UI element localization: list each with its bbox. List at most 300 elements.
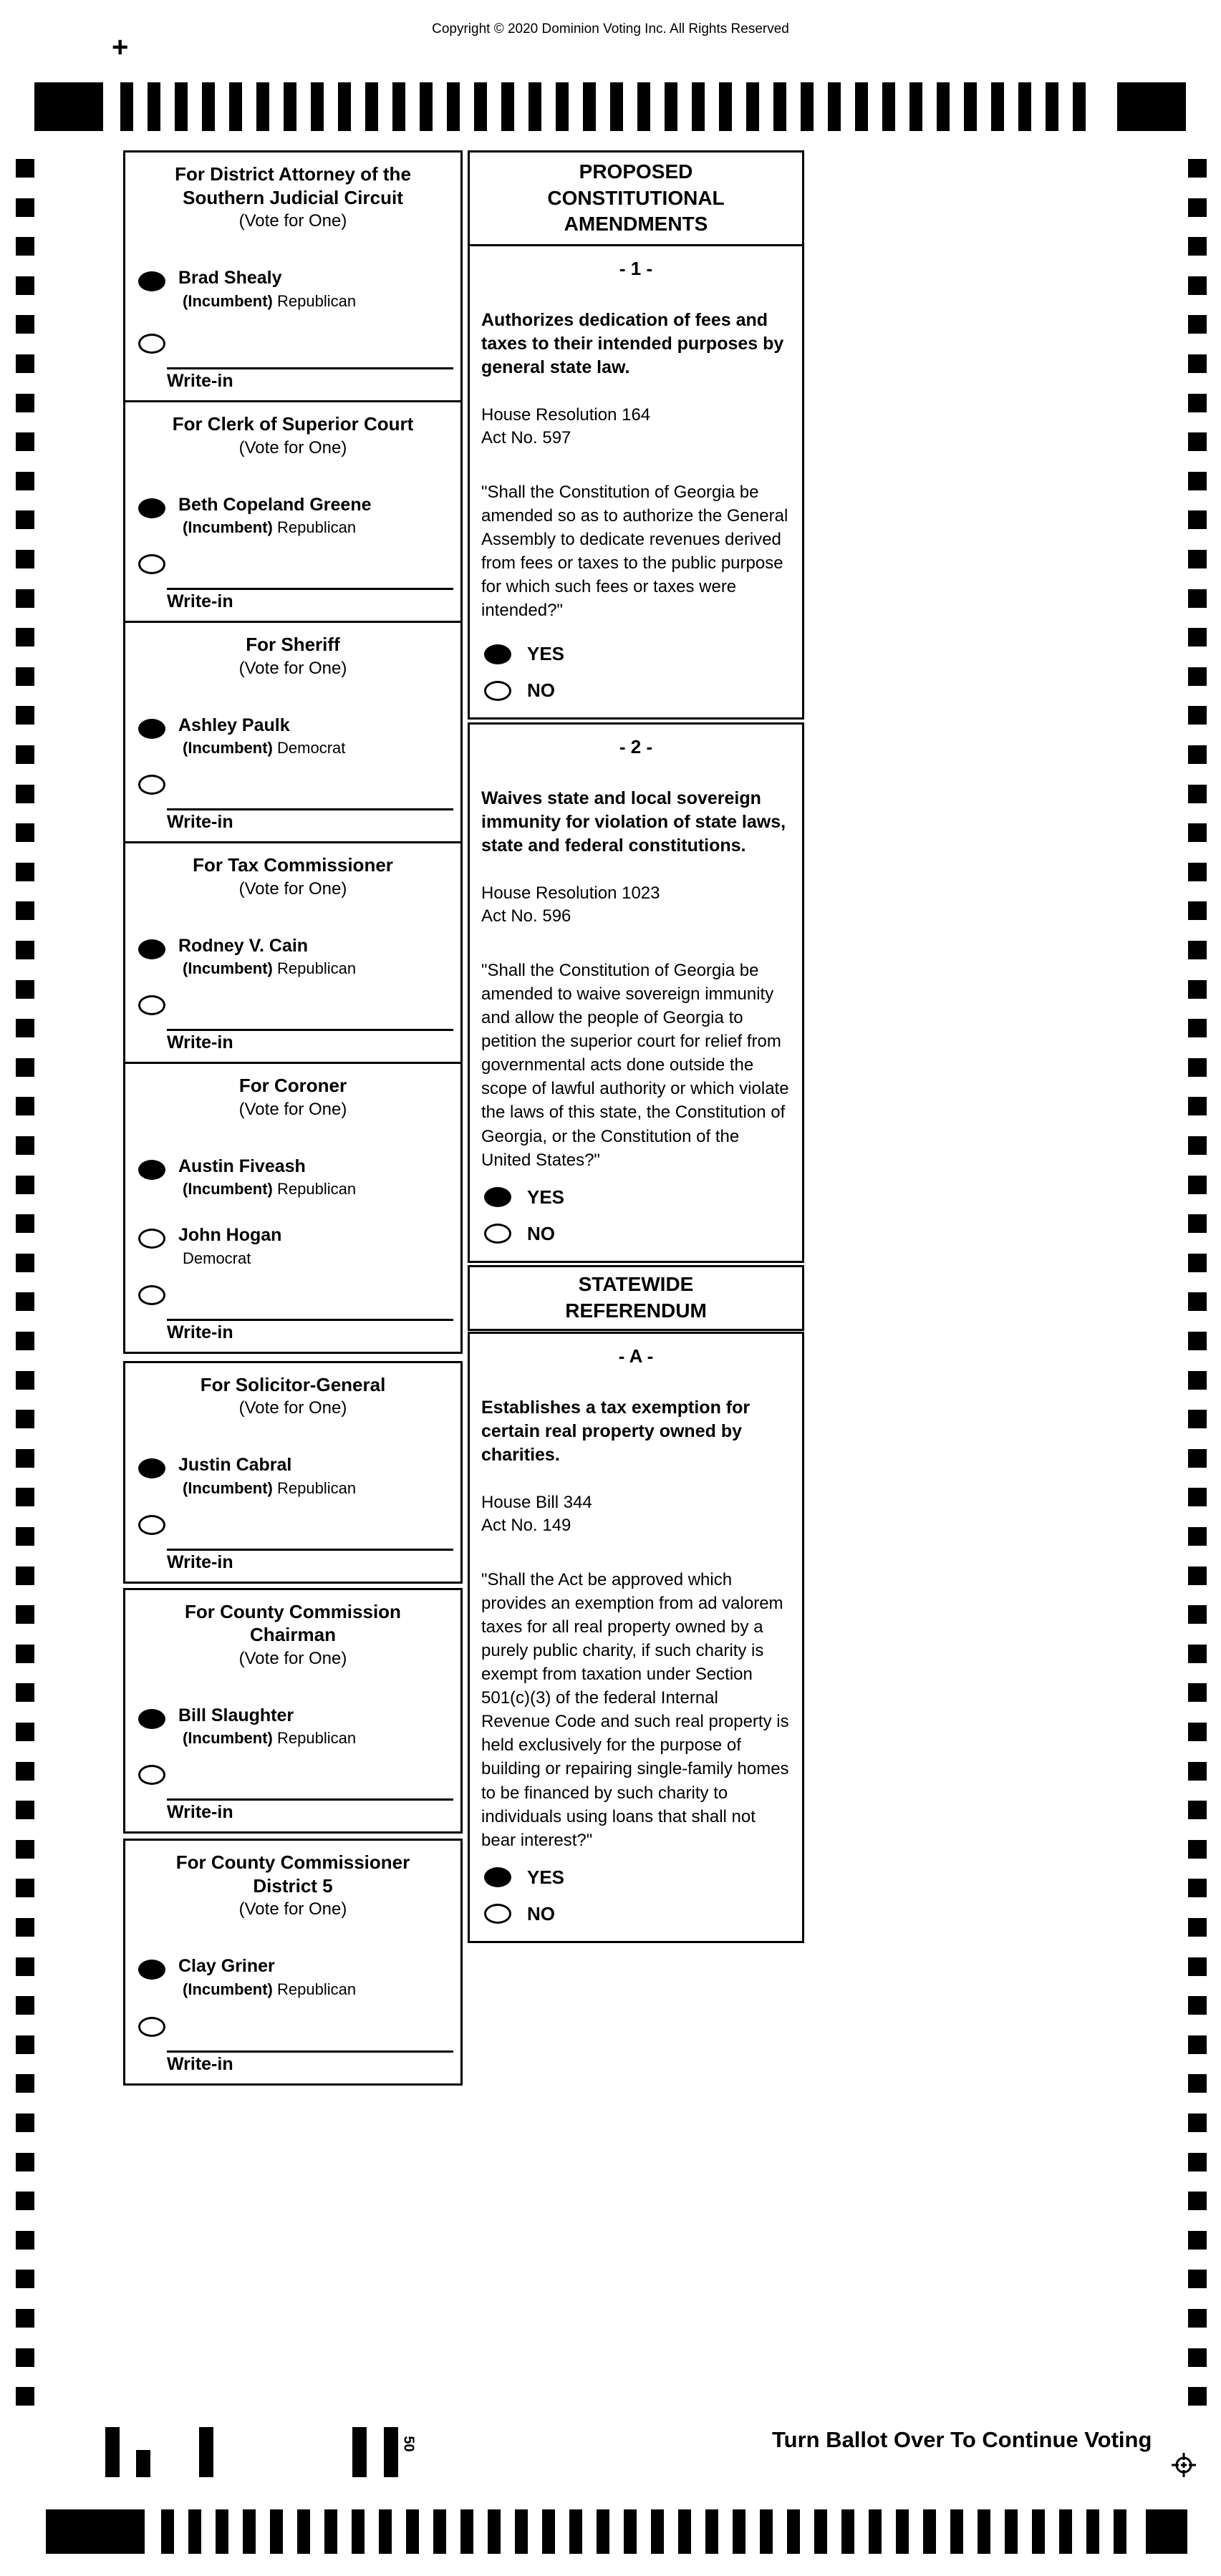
timing-mark (1188, 2348, 1207, 2367)
contest-box (123, 1588, 463, 1834)
timing-mark (16, 394, 34, 412)
timing-mark (828, 82, 841, 131)
timing-mark (1188, 198, 1207, 217)
timing-mark (1188, 1605, 1207, 1624)
party-label: Democrat (183, 1249, 251, 1267)
candidate-row (138, 268, 460, 311)
timing-mark (1188, 1019, 1207, 1037)
contest-title: For Clerk of Superior Court (172, 413, 414, 435)
option-label: YES (527, 643, 565, 664)
option-oval-filled[interactable] (484, 1867, 511, 1887)
timing-mark (1188, 394, 1207, 412)
timing-mark (16, 1879, 34, 1897)
timing-mark (1188, 510, 1207, 529)
option-label: NO (527, 679, 555, 701)
option-oval[interactable] (484, 1224, 511, 1244)
write-in-oval-row (138, 2000, 460, 2040)
timing-mark (46, 2509, 145, 2554)
timing-mark (188, 2509, 201, 2554)
timing-mark (1188, 159, 1207, 178)
timing-mark (760, 2509, 773, 2554)
measure-question: "Shall the Constitution of Georgia be amended to waive sovereign immunity and allow the people of Georgia to petition the superior court for relief from governmental acts done outside the scope of lawful authority or which violate the laws of this state, the Constitution of Georgia, or the Constitution of the United States?" (481, 960, 789, 1170)
timing-mark (1073, 82, 1086, 131)
timing-mark (1188, 1879, 1207, 1897)
timing-mark (34, 82, 103, 131)
timing-mark (569, 2509, 582, 2554)
timing-mark (16, 1488, 34, 1506)
timing-mark (16, 589, 34, 608)
measure-option-row (481, 679, 791, 702)
candidate-row (138, 1157, 460, 1199)
measure-reference-line: House Resolution 1023 (481, 883, 660, 903)
candidate-text (178, 495, 372, 538)
incumbent-label: (Incumbent) (183, 739, 273, 757)
timing-mark (1188, 1292, 1207, 1311)
timing-mark (338, 82, 351, 131)
timing-mark (1188, 2074, 1207, 2093)
timing-mark (1146, 2509, 1187, 2554)
candidate-oval[interactable] (138, 1229, 165, 1249)
ballot-barcode (105, 2427, 435, 2479)
timing-mark (501, 82, 514, 131)
measure-option-row (481, 1903, 791, 1925)
vote-instruction: (Vote for One) (238, 658, 347, 678)
timing-mark (352, 2427, 367, 2477)
timing-mark (229, 82, 242, 131)
timing-mark (16, 159, 34, 178)
contest-box (123, 841, 463, 1064)
timing-mark (882, 82, 895, 131)
timing-mark (1188, 1097, 1207, 1115)
timing-mark (16, 354, 34, 373)
timing-mark (16, 941, 34, 959)
candidate-name: Brad Shealy (178, 268, 282, 288)
timing-mark (1188, 1254, 1207, 1272)
timing-mark (1018, 82, 1031, 131)
vote-instruction: (Vote for One) (238, 211, 347, 231)
timing-mark (801, 82, 814, 131)
option-oval[interactable] (484, 681, 511, 701)
contest-title: For County Commissioner District 5 (175, 1851, 410, 1897)
timing-mark (896, 2509, 909, 2554)
option-label: NO (527, 1222, 555, 1244)
section-header-text: STATEWIDE REFERENDUM (565, 1273, 707, 1322)
write-in-label: Write-in (167, 591, 233, 611)
measure-reference-line: Act No. 149 (481, 1516, 571, 1536)
timing-mark (1188, 1567, 1207, 1585)
timing-mark (583, 82, 596, 131)
timing-mark (16, 1058, 34, 1077)
candidate-name: Rodney V. Cain (178, 935, 309, 956)
timing-mark (1188, 1371, 1207, 1390)
timing-mark (16, 1527, 34, 1546)
candidate-row (138, 1706, 460, 1748)
timing-mark (16, 745, 34, 764)
timing-mark (1188, 1996, 1207, 2015)
party-label: Republican (277, 959, 357, 977)
candidate-oval-filled[interactable] (138, 1160, 165, 1180)
candidate-name: Bill Slaughter (178, 1705, 294, 1725)
write-in-label: Write-in (167, 1551, 233, 1572)
timing-mark (460, 2509, 473, 2554)
timing-mark (665, 82, 677, 131)
timing-mark (1188, 2270, 1207, 2288)
timing-mark (16, 2348, 34, 2367)
contest-title: For District Attorney of the Southern Judicial Circuit (175, 163, 411, 208)
timing-mark (384, 2427, 398, 2477)
candidate-oval-filled[interactable] (138, 271, 165, 291)
write-in-oval[interactable] (138, 775, 165, 795)
write-in-oval[interactable] (138, 995, 165, 1015)
timing-mark (16, 276, 34, 295)
option-label: YES (527, 1866, 565, 1888)
incumbent-label: (Incumbent) (183, 1980, 273, 1998)
incumbent-label: (Incumbent) (183, 959, 273, 977)
timing-mark (420, 82, 433, 131)
contest-box (123, 1361, 463, 1584)
timing-mark (1188, 315, 1207, 334)
incumbent-label: (Incumbent) (183, 1729, 273, 1747)
write-in-oval-row (138, 1748, 460, 1788)
contests-column (123, 150, 463, 2086)
timing-mark (474, 82, 487, 131)
timing-mark (1188, 1645, 1207, 1663)
candidate-detail (183, 1479, 356, 1498)
write-in-oval[interactable] (138, 1285, 165, 1305)
candidate-oval-filled[interactable] (138, 939, 165, 959)
timing-mark (488, 2509, 501, 2554)
measure-option-row (481, 643, 791, 665)
timing-mark (1188, 472, 1207, 490)
timing-mark (869, 2509, 882, 2554)
timing-mark (1188, 237, 1207, 256)
timing-mark (909, 82, 922, 131)
measure-question: "Shall the Act be approved which provides an exemption from ad valorem taxes for all real property owned by a purely public charity, if such charity is exempt from taxation under Section 501(c)(3) of the federal Internal Revenue Code and such real property is held exclusively for the purpose of building or repairing single-family homes to be financed by such charity to individuals using loans that shall not bear interest?" (481, 1569, 789, 1850)
timing-mark (746, 82, 759, 131)
timing-mark (978, 2509, 990, 2554)
incumbent-label: (Incumbent) (183, 291, 273, 310)
party-label: Republican (277, 1478, 357, 1497)
timing-mark (1188, 2113, 1207, 2132)
timing-mark (1188, 863, 1207, 881)
timing-mark (16, 823, 34, 842)
write-in-line (167, 808, 453, 810)
measure-summary: Establishes a tax exemption for certain real property owned by charities. (481, 1397, 751, 1465)
measure-references (481, 882, 791, 929)
timing-mark (1188, 2309, 1207, 2328)
timing-mark (1188, 1762, 1207, 1781)
timing-mark (311, 82, 324, 131)
timing-mark (610, 82, 623, 131)
contest-box (123, 1839, 463, 2086)
measure-options (481, 629, 791, 717)
option-label: NO (527, 1902, 555, 1924)
measure-option-row (481, 1866, 791, 1889)
timing-mark (16, 1840, 34, 1859)
timing-mark (175, 82, 188, 131)
vote-instruction: (Vote for One) (238, 1899, 347, 1919)
timing-mark (297, 2509, 310, 2554)
candidate-row (138, 1957, 460, 1999)
timing-mark (733, 2509, 745, 2554)
candidate-detail (183, 1980, 356, 1999)
timing-mark (16, 1410, 34, 1428)
candidate-row (138, 1456, 460, 1498)
timing-mark (597, 2509, 609, 2554)
vote-instruction: (Vote for One) (238, 437, 347, 457)
candidate-name: Clay Griner (178, 1956, 275, 1976)
measures-column (468, 150, 804, 1943)
party-label: Republican (277, 1180, 357, 1198)
option-oval-filled[interactable] (484, 644, 511, 664)
candidate-detail (183, 739, 345, 757)
write-in-label: Write-in (167, 1322, 233, 1342)
timing-mark (1188, 667, 1207, 686)
timing-mark (1188, 1176, 1207, 1194)
vote-instruction: (Vote for One) (238, 1099, 347, 1119)
timing-mark (1188, 589, 1207, 608)
timing-mark (16, 1019, 34, 1037)
timing-mark (16, 901, 34, 920)
timing-mark (1188, 1410, 1207, 1428)
write-in-oval-row (138, 316, 460, 357)
measure-number: - 2 - (619, 736, 653, 757)
candidate-name: John Hogan (178, 1225, 282, 1245)
timing-mark (16, 2309, 34, 2328)
write-in-oval-row (138, 757, 460, 798)
timing-mark (16, 2153, 34, 2171)
timing-mark (1114, 2509, 1126, 2554)
write-in-label: Write-in (167, 1032, 233, 1052)
timing-mark (1188, 276, 1207, 295)
candidate-detail (183, 292, 356, 311)
option-label: YES (527, 1186, 565, 1208)
candidate-oval-filled[interactable] (138, 1960, 165, 1980)
measure-number: - A - (618, 1345, 654, 1367)
timing-mark (161, 2509, 174, 2554)
turn-ballot-over-text: Turn Ballot Over To Continue Voting (772, 2427, 1152, 2452)
measure-option-row (481, 1186, 791, 1209)
timing-mark (16, 1214, 34, 1233)
timing-mark (16, 1801, 34, 1819)
timing-mark (1086, 2509, 1099, 2554)
write-in-label: Write-in (167, 812, 233, 832)
candidate-row (138, 1226, 460, 1268)
timing-mark (651, 2509, 664, 2554)
timing-mark (16, 1097, 34, 1115)
timing-mark (1188, 1058, 1207, 1077)
timing-mark (16, 1332, 34, 1350)
write-in-label: Write-in (167, 1802, 233, 1822)
timing-mark (447, 82, 460, 131)
timing-mark (1188, 1918, 1207, 1937)
timing-mark (324, 2509, 337, 2554)
timing-mark (16, 1567, 34, 1585)
timing-mark (1188, 2035, 1207, 2054)
timing-mark (16, 1683, 34, 1702)
timing-mark (16, 1957, 34, 1976)
timing-mark (950, 2509, 963, 2554)
candidate-detail (183, 1180, 356, 1199)
candidate-text (178, 1157, 356, 1199)
timing-mark (814, 2509, 827, 2554)
contest-box (123, 150, 463, 402)
option-oval-filled[interactable] (484, 1187, 511, 1207)
timing-mark (692, 82, 705, 131)
option-oval[interactable] (484, 1904, 511, 1924)
candidate-oval-filled[interactable] (138, 498, 165, 518)
timing-mark (937, 82, 950, 131)
measure-option-row (481, 1223, 791, 1245)
timing-mark (243, 2509, 256, 2554)
measure-box (468, 1332, 804, 1943)
timing-mark (16, 1645, 34, 1663)
candidate-detail (183, 1729, 356, 1748)
timing-mark (1188, 1332, 1207, 1350)
timing-mark (1188, 1723, 1207, 1741)
timing-mark (515, 2509, 528, 2554)
timing-mark (991, 82, 1004, 131)
timing-mark (1188, 941, 1207, 959)
candidate-detail (183, 959, 356, 978)
write-in-oval[interactable] (138, 554, 165, 574)
copyright-notice: Copyright © 2020 Dominion Voting Inc. All Rights Reserved (432, 21, 789, 37)
party-label: Republican (277, 291, 357, 310)
timing-mark (433, 2509, 446, 2554)
incumbent-label: (Incumbent) (183, 1180, 273, 1198)
timing-mark (1188, 2153, 1207, 2171)
write-in-oval-row (138, 1268, 460, 1309)
timing-mark (120, 82, 133, 131)
timing-mark (16, 315, 34, 334)
write-in-line (167, 367, 453, 369)
write-in-line (167, 588, 453, 590)
candidate-oval-filled[interactable] (138, 1458, 165, 1478)
timing-mark (16, 1918, 34, 1937)
timing-mark (256, 82, 269, 131)
timing-mark (678, 2509, 691, 2554)
write-in-line (167, 1549, 453, 1551)
candidate-row (138, 936, 460, 979)
timing-mark (16, 1254, 34, 1272)
timing-mark (1188, 901, 1207, 920)
timing-mark (270, 2509, 283, 2554)
party-label: Republican (277, 1980, 357, 1998)
timing-mark (105, 2427, 120, 2477)
timing-mark (1188, 785, 1207, 803)
registration-target-icon (1167, 2449, 1200, 2485)
timing-mark (1188, 628, 1207, 647)
timing-mark (1188, 1449, 1207, 1468)
measure-reference-line: House Resolution 164 (481, 405, 651, 425)
measure-summary: Authorizes dedication of fees and taxes to their intended purposes by general state law. (481, 310, 784, 377)
measure-references (481, 404, 791, 450)
candidate-oval-filled[interactable] (138, 1709, 165, 1729)
timing-mark (16, 1762, 34, 1781)
write-in-oval[interactable] (138, 1765, 165, 1785)
timing-mark (1188, 706, 1207, 725)
candidate-text (178, 716, 345, 758)
timing-mark (16, 628, 34, 647)
candidate-oval-filled[interactable] (138, 719, 165, 739)
timing-mark (16, 1136, 34, 1155)
candidate-name: Justin Cabral (178, 1455, 292, 1475)
vote-instruction: (Vote for One) (238, 878, 347, 899)
measure-reference-line: Act No. 596 (481, 906, 571, 926)
timing-mark (16, 2270, 34, 2288)
write-in-line (167, 1798, 453, 1801)
candidate-text (178, 1957, 356, 1999)
party-label: Democrat (277, 739, 346, 757)
write-in-line (167, 1319, 453, 1321)
candidate-detail (183, 518, 372, 537)
timing-mark (1046, 82, 1058, 131)
timing-mark (1188, 2192, 1207, 2210)
timing-mark (923, 2509, 936, 2554)
contest-title: For Solicitor-General (200, 1373, 386, 1395)
timing-mark (1188, 2387, 1207, 2406)
timing-mark (1188, 1136, 1207, 1155)
write-in-oval[interactable] (138, 2017, 165, 2037)
timing-mark (16, 863, 34, 881)
timing-mark (16, 2231, 34, 2250)
timing-mark (16, 1176, 34, 1194)
contest-title: For Tax Commissioner (193, 854, 393, 876)
timing-mark (529, 82, 541, 131)
measure-reference-line: House Bill 344 (481, 1492, 592, 1512)
timing-mark (1188, 1957, 1207, 1976)
timing-mark (773, 82, 786, 131)
party-label: Republican (277, 518, 357, 536)
timing-mark (16, 510, 34, 529)
timing-mark (16, 2387, 34, 2406)
timing-mark (284, 82, 296, 131)
timing-mark (1032, 2509, 1045, 2554)
candidate-name: Austin Fiveash (178, 1156, 306, 1176)
write-in-oval-row (138, 1498, 460, 1539)
turn-ballot-over-notice (772, 2427, 1162, 2453)
candidate-text (178, 1456, 356, 1498)
measure-reference-line: Act No. 597 (481, 428, 571, 448)
timing-mark (1188, 1840, 1207, 1859)
timing-mark (624, 2509, 637, 2554)
timing-mark (148, 82, 160, 131)
candidate-text (178, 936, 356, 979)
timing-mark (1188, 1801, 1207, 1819)
timing-mark (216, 2509, 228, 2554)
timing-mark (1188, 980, 1207, 999)
timing-mark (16, 1996, 34, 2015)
timing-mark (365, 82, 378, 131)
timing-mark (1188, 823, 1207, 842)
timing-mark (16, 472, 34, 490)
measure-box (468, 244, 804, 720)
section-header-box (468, 150, 804, 246)
timing-mark (1188, 745, 1207, 764)
measure-references (481, 1491, 791, 1538)
section-header-box (468, 1265, 804, 1331)
write-in-oval-row (138, 978, 460, 1019)
timing-mark (16, 2074, 34, 2093)
timing-mark (1188, 550, 1207, 568)
timing-mark (1188, 354, 1207, 373)
timing-mark (16, 2192, 34, 2210)
timing-mark (16, 785, 34, 803)
timing-mark (1188, 1683, 1207, 1702)
write-in-oval[interactable] (138, 1515, 165, 1535)
contest-box (123, 621, 463, 843)
write-in-oval[interactable] (138, 334, 165, 354)
